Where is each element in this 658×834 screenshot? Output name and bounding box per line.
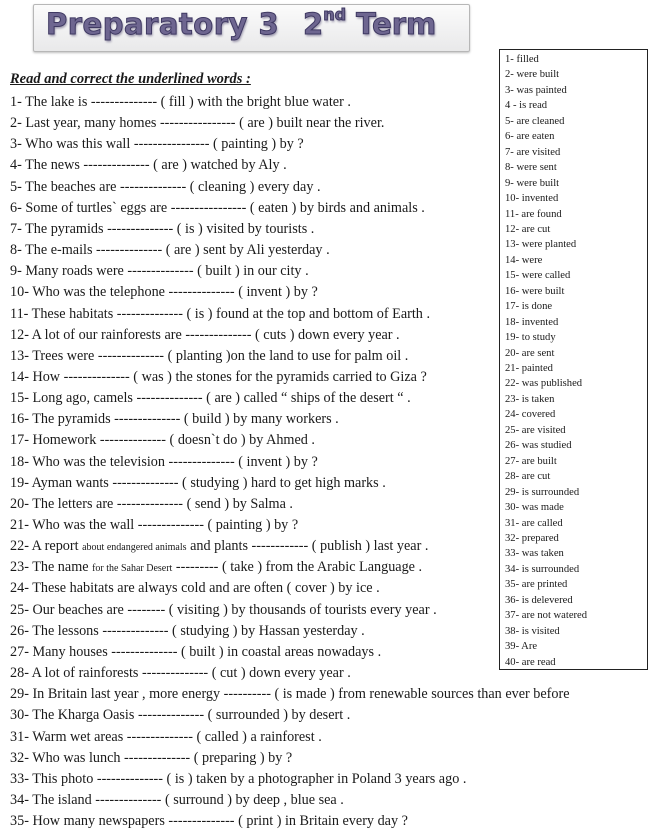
question-text: 30- The Kharga Oasis [10,707,138,724]
answer-key-item: 40- are read [505,656,556,668]
question-text: 3- Who was this wall [10,136,134,153]
page-title: Preparatory 3 [46,7,280,41]
question-text: ( fill ) with the bright blue water . [157,94,351,110]
answer-blank[interactable]: -------- [127,601,166,618]
answer-blank[interactable]: -------------- [114,411,181,428]
question-item [10,95,351,109]
answer-blank[interactable]: -------------- [95,791,162,808]
answer-blank[interactable]: -------------- [112,474,179,491]
answer-key-item: 22- was published [505,378,583,390]
answer-blank[interactable]: -------------- [120,178,187,195]
question-text: ( cut ) down every year . [208,665,351,682]
question-text: ( surrounded ) by desert . [204,707,351,724]
question-item [10,137,304,151]
question-text: ( send ) by Salma . [183,495,293,512]
answer-blank[interactable]: --------- [175,559,219,576]
answer-key-item: 33- was taken [505,548,564,560]
question-item [10,666,351,680]
question-item [10,730,322,744]
question-text: 6- Some of turtles` eggs are [10,199,171,216]
answer-key-item: 34- is surrounded [505,563,580,575]
answer-key-item: 30- was made [505,502,564,514]
answer-key-item: 9- were built [505,177,560,189]
title-banner [33,4,470,52]
question-text: ( publish ) last year . [308,538,429,555]
question-text: ( visiting ) by thousands of tourists every year . [165,601,437,618]
answer-key-item: 14- were [505,254,543,266]
question-item [10,772,466,786]
answer-blank[interactable]: -------------- [97,347,165,364]
question-text: 24- These habitats are always cold and are often ( cover ) by ice . [10,580,380,597]
question-text: 5- The beaches are [10,178,121,195]
answer-key-item: 25- are visited [505,424,566,436]
answer-blank[interactable]: -------------- [96,770,163,787]
answer-blank[interactable]: -------------- [142,665,209,682]
question-text: 31- Warm wet areas [10,728,127,745]
question-text: 19- Ayman wants [10,474,113,491]
question-item [10,455,318,469]
question-text: ( invent ) by ? [234,284,318,301]
question-text: ( built ) in our city . [193,263,309,280]
answer-key-item: 4 - is read [505,100,548,112]
question-item [10,708,350,722]
question-item [10,201,425,215]
question-item [10,518,298,532]
answer-key-item: 7- are visited [505,146,561,158]
answer-key-item: 29- is surrounded [505,486,580,498]
question-item [10,793,344,807]
answer-blank[interactable]: -------------- [185,326,252,343]
question-item [10,349,408,363]
question-text: 14- How [10,368,64,385]
answer-key-item: 17- is done [505,301,553,313]
question-text: 7- The pyramids [10,220,108,237]
question-text: 35- How many newspapers [10,813,169,830]
answer-blank[interactable]: -------------- [90,94,158,110]
answer-blank[interactable]: -------------- [126,728,193,745]
question-text: 12- A lot of our rainforests are [10,326,186,343]
question-text: 20- The letters are [10,495,117,512]
answer-blank[interactable]: ---------------- [159,115,236,132]
answer-key-item: 27- are built [505,455,557,467]
question-text: ( are ) sent by Ali yesterday . [162,242,330,259]
answer-key-item: 16- were built [505,285,565,297]
answer-blank[interactable]: -------------- [111,643,178,660]
question-text: ( are ) built near the river. [235,115,385,132]
answer-key-item: 31- are called [505,517,563,529]
answer-key-item: 39- Are [505,641,538,653]
answer-blank[interactable]: -------------- [107,220,174,237]
question-text: ( is ) taken by a photographer in Poland 3 years ago . [163,770,467,787]
question-text: ( build ) by many workers . [180,411,339,428]
question-item [10,307,430,321]
answer-blank[interactable]: -------------- [102,622,169,639]
answer-key-item: 8- were sent [505,162,557,174]
answer-blank[interactable]: -------------- [136,390,203,407]
question-text: 16- The pyramids [10,411,115,428]
question-text: ( was ) the stones for the pyramids carried to Giza ? [129,368,427,385]
answer-key-item: 12- are cut [505,223,551,235]
answer-key-item: 15- were called [505,270,571,282]
question-text: 11- These habitats [10,305,117,322]
answer-blank[interactable]: -------------- [96,242,163,259]
answer-key-item: 38- is visited [505,625,560,637]
question-item [10,180,321,194]
question-text: ( built ) in coastal areas nowadays . [177,643,382,660]
answer-blank[interactable]: -------------- [99,432,166,449]
term-number: 2 [303,7,324,41]
question-item [10,391,411,405]
question-text: ( are ) watched by Aly . [149,157,287,174]
question-item [10,370,427,384]
question-text: 10- Who was the telephone [10,284,169,301]
answer-key-item: 11- are found [505,208,562,220]
answer-key-item: 36- is delevered [505,594,573,606]
question-item [10,560,422,574]
answer-key-item: 37- are not watered [505,610,588,622]
answer-key-item: 10- invented [505,193,559,205]
answer-key-item: 2- were built [505,69,560,81]
question-text: 28- A lot of rainforests [10,665,143,682]
answer-blank[interactable]: -------------- [116,305,183,322]
question-item [10,539,428,553]
answer-key-item: 28- are cut [505,471,551,483]
question-item [10,243,330,257]
question-text: ( studying ) by Hassan yesterday . [168,622,365,639]
instructions-heading: Read and correct the underlined words : [10,71,251,87]
question-text: 21- Who was the wall [10,517,138,533]
question-text: 32- Who was lunch [10,749,125,766]
question-text: ( doesn`t do ) by Ahmed . [166,432,315,449]
answer-blank[interactable]: -------------- [168,813,235,830]
question-text: 25- Our beaches are [10,601,128,618]
question-text: 17- Homework [10,432,100,449]
answer-blank[interactable]: -------------- [63,368,130,385]
question-text: ( painting ) by ? [203,517,299,533]
question-text: ( invent ) by ? [234,453,318,470]
answer-key-item: 32- prepared [505,532,559,544]
answer-key-item: 19- to study [505,332,556,344]
question-text: ( is made ) from renewable sources than ever before [270,686,570,703]
answer-blank[interactable]: ------------ [251,538,309,555]
question-text: 4- The news [10,157,84,174]
answer-blank[interactable]: ---------- [223,686,271,703]
answer-key-item: 3- was painted [505,84,567,96]
answer-key-item: 23- is taken [505,393,555,405]
question-text: ( called ) a rainforest . [192,728,322,745]
question-text: ( surround ) by deep , blue sea . [161,791,344,808]
question-item [10,581,380,595]
question-text: ( painting ) by ? [209,136,304,153]
question-text: 27- Many houses [10,643,112,660]
question-text: 13- Trees were [10,347,98,364]
question-text: 29- In Britain last year , more energy [10,686,224,703]
answer-blank[interactable]: ---------------- [170,199,247,216]
question-text: 15- Long ago, camels [10,390,137,407]
question-item [10,328,400,342]
answer-key-item: 21- painted [505,363,553,374]
answer-key-item: 1- filled [505,54,539,65]
answer-blank[interactable]: -------------- [168,453,235,470]
answer-key-item: 5- are cleaned [505,115,565,127]
answer-blank[interactable]: -------------- [83,157,150,174]
question-text: ( print ) in Britain every day ? [234,813,408,830]
answer-blank[interactable]: -------------- [124,749,191,766]
question-item [10,116,384,130]
question-text: 34- The island [10,791,96,808]
question-item [10,476,386,490]
question-item [10,285,318,299]
question-text: 1- The lake is [10,94,91,110]
answer-blank[interactable]: -------------- [116,495,184,512]
answer-blank[interactable]: -------------- [127,263,194,280]
question-item [10,158,287,172]
question-item [10,687,570,701]
answer-key-item: 26- was studied [505,440,572,452]
answer-key-item: 24- covered [505,409,556,421]
question-text: ( eaten ) by birds and animals . [246,199,425,216]
term-word: Term [356,7,437,41]
question-item [10,751,292,765]
question-text: ( studying ) hard to get high marks . [178,474,386,491]
question-text: 33- This photo [10,770,97,787]
question-item [10,433,315,447]
question-text: and plants [186,538,252,555]
question-text: 18- Who was the television [10,453,169,470]
question-item [10,264,309,278]
question-text: 9- Many roads were [10,263,128,280]
answer-blank[interactable]: ---------------- [133,136,210,153]
question-text: 26- The lessons [10,622,103,639]
answer-blank[interactable]: -------------- [168,284,235,301]
question-item [10,624,365,638]
question-text: ( are ) called “ ships of the desert “ . [202,390,411,407]
answer-key-item: 6- are eaten [505,131,555,143]
question-text: 8- The e-mails [10,242,97,259]
answer-blank[interactable]: -------------- [137,707,205,724]
question-text: ( planting )on the land to use for palm oil . [164,347,409,364]
question-item [10,645,381,659]
question-small-text: about endangered animals [82,542,187,554]
question-text: ( is ) visited by tourists . [173,220,315,237]
answer-key-item: 20- are sent [505,347,555,359]
question-item [10,603,437,617]
question-item [10,222,314,236]
question-text: ( cleaning ) every day . [186,178,321,195]
question-text: 22- A report [10,538,83,555]
question-text: ( is ) found at the top and bottom of Earth . [182,305,430,322]
answer-blank[interactable]: -------------- [137,517,204,533]
question-text: 2- Last year, many homes [10,115,160,132]
question-text: ( preparing ) by ? [190,749,293,766]
question-item [10,412,339,426]
answer-key-item: 35- are printed [505,579,568,591]
question-small-text: for the Sahar Desert [92,563,173,575]
question-item [10,497,293,511]
question-item [10,814,408,828]
question-text: ( take ) from the Arabic Language . [218,559,423,576]
term-ordinal: nd [323,5,347,24]
question-text: ( cuts ) down every year . [251,326,400,343]
term-label [303,7,436,41]
question-text: 23- The name [10,559,93,576]
answer-key-item: 18- invented [505,316,559,328]
answer-key-item: 13- were planted [505,239,577,251]
